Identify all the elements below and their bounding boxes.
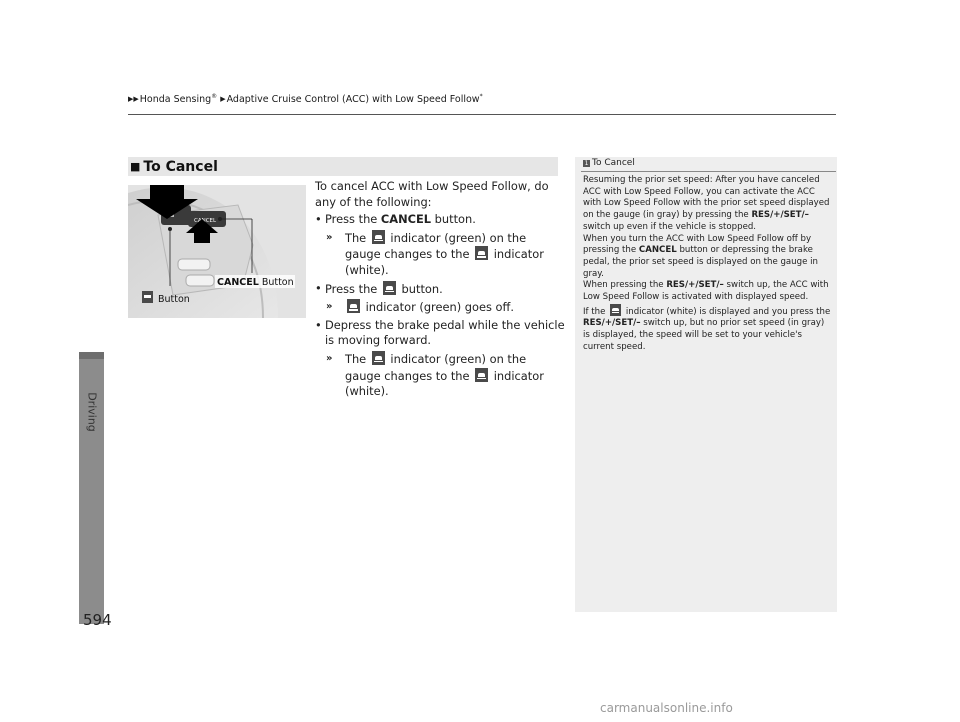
sub-text: The: [345, 351, 370, 366]
leader-dot-main: [168, 227, 172, 231]
bullet-text: button.: [431, 212, 476, 227]
page-number: 594: [83, 611, 112, 629]
asterisk-mark: *: [479, 93, 483, 100]
sub-text: indicator (green) goes off.: [362, 300, 514, 315]
header-divider: [128, 114, 836, 115]
steering-wheel-illustration: [128, 185, 306, 318]
note-marker-icon: 1: [584, 160, 589, 167]
switch-lower-1: [178, 259, 210, 270]
section-title-text: To Cancel: [143, 159, 218, 175]
acc-indicator-icon: [610, 304, 621, 316]
watermark-text: carmanualsonline.info: [600, 701, 733, 715]
acc-indicator-icon: [475, 246, 488, 260]
note-heading-text[interactable]: To Cancel: [592, 158, 635, 168]
breadcrumb: [128, 93, 483, 105]
acc-button-icon: [383, 281, 396, 295]
acc-indicator-icon: [372, 351, 385, 365]
bullet-text: Press the: [325, 281, 381, 296]
registered-mark: ®: [211, 93, 218, 100]
breadcrumb-arrow-icon: ▶▶: [128, 95, 139, 104]
switch-lower-2: [186, 275, 214, 286]
sub-marker: »: [326, 352, 333, 364]
sub-item: [315, 230, 565, 279]
chapter-tab-accent: [79, 352, 104, 359]
section-marker: ■: [130, 160, 141, 173]
sub-text: The: [345, 230, 370, 245]
note-paragraph: If the indicator (white) is displayed and you press the RES/+/SET/– switch up, but no prior set speed (in gray) is displayed, the speed will be set to your vehicle's current speed.: [583, 304, 831, 354]
bullet-text: button.: [397, 281, 443, 296]
bullet-text: Press the: [325, 212, 381, 227]
note-heading: [583, 158, 635, 168]
instruction-body: [315, 179, 565, 400]
note-divider: [581, 171, 836, 172]
bullet-item: [315, 212, 565, 228]
chapter-tab-label: Driving: [85, 392, 99, 432]
sub-text: indicator (white).: [345, 247, 544, 277]
sub-item: [315, 299, 565, 316]
bullet-item: [315, 281, 565, 298]
acc-indicator-icon: [347, 299, 360, 313]
cancel-button-callout: CANCEL Button: [217, 277, 294, 288]
chapter-tab-label-box: [79, 382, 105, 442]
section-title: [130, 157, 218, 177]
bullet-text: Depress the brake pedal while the vehicle is moving forward.: [325, 317, 565, 348]
note-body: [583, 175, 831, 354]
note-paragraph: When you turn the ACC with Low Speed Follow off by pressing the CANCEL button or depressing the brake pedal, the prior set speed is displayed on the gauge in gray.: [583, 233, 818, 279]
acc-indicator-icon: [372, 230, 385, 244]
sub-marker: »: [326, 231, 333, 243]
breadcrumb-item-acc[interactable]: Adaptive Cruise Control (ACC) with Low Speed Follow: [226, 94, 480, 106]
sub-text: indicator (white).: [345, 368, 544, 399]
leader-dot-cancel: [218, 217, 222, 221]
sub-text: indicator (green) on the gauge changes to the: [345, 351, 527, 383]
breadcrumb-arrow-icon: ▶: [220, 95, 226, 104]
bullet-item: [315, 318, 565, 349]
acc-icon-car: [144, 295, 151, 298]
sub-text: indicator (green) on the gauge changes to the: [345, 230, 527, 262]
intro-text: To cancel ACC with Low Speed Follow, do any of the following:: [315, 179, 549, 209]
sub-item: [315, 351, 565, 400]
cancel-button-name: CANCEL: [380, 212, 432, 227]
acc-indicator-icon: [475, 368, 488, 382]
cancel-switch-text: CANCEL: [194, 218, 217, 224]
breadcrumb-item-honda-sensing[interactable]: Honda Sensing: [139, 94, 212, 106]
sub-marker: »: [326, 301, 333, 313]
note-paragraph: When pressing the RES/+/SET/– switch up, the ACC with Low Speed Follow is activated with displayed speed.: [583, 280, 829, 303]
note-paragraph: Resuming the prior set speed: After you have canceled ACC with Low Speed Follow, you can activate the ACC with Low Speed Follow with the prior set speed displayed on the gauge (in gray) by pressing the RES/+/SET/– switch up even if the vehicle is stopped.: [583, 175, 830, 232]
main-button-callout: Button: [158, 294, 190, 305]
